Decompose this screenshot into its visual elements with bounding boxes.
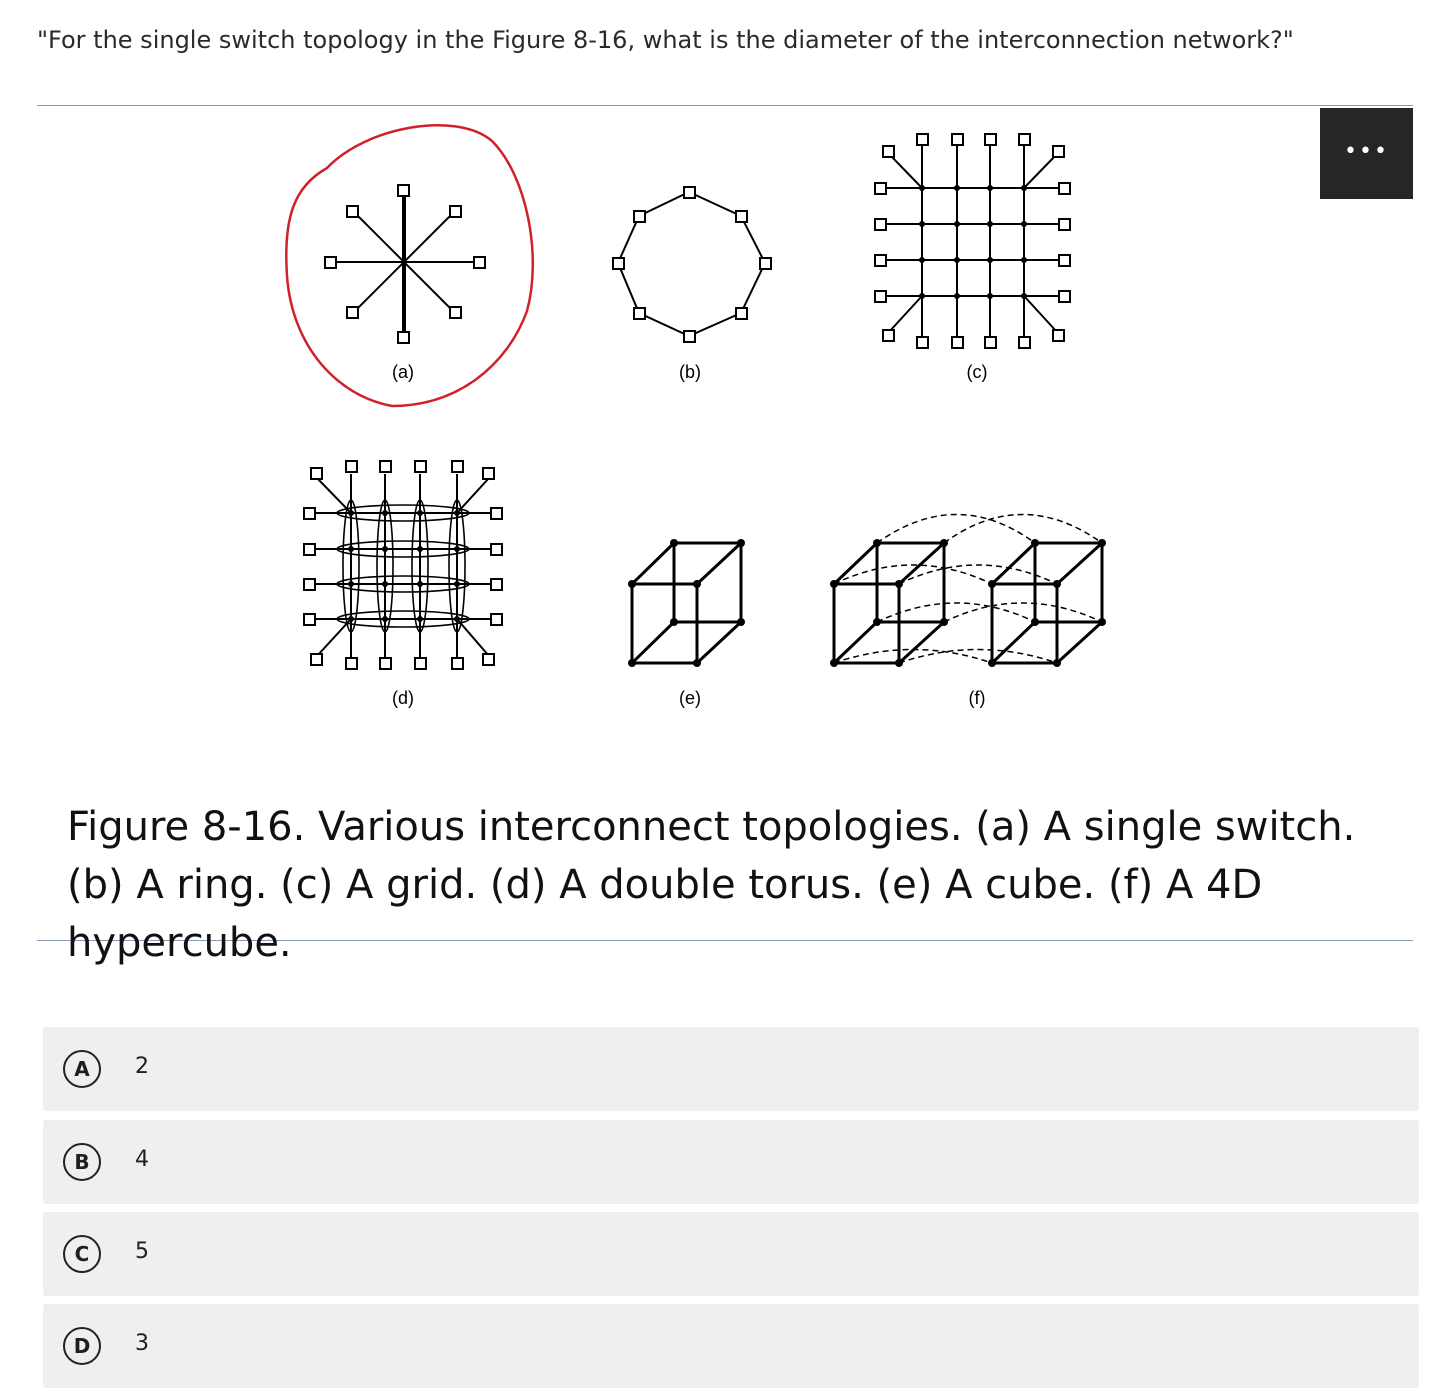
- topology-ring: [613, 187, 771, 342]
- label-e: (e): [679, 688, 701, 708]
- topology-single-switch: [325, 185, 485, 343]
- choice-b[interactable]: [43, 1120, 1419, 1204]
- choice-value-c: 5: [135, 1239, 149, 1264]
- choice-letter-a: A: [63, 1050, 101, 1088]
- choice-value-d: 3: [135, 1331, 149, 1356]
- choice-letter-c: C: [63, 1235, 101, 1273]
- choice-c[interactable]: [43, 1212, 1419, 1296]
- topology-hypercube: [830, 515, 1106, 668]
- choice-letter-b: B: [63, 1143, 101, 1181]
- figure-caption: Figure 8-16. Various interconnect topologies. (a) A single switch. (b) A ring. (c) A grid. (d) A double torus. (e) A cube. (f) A 4D hypercube.: [67, 804, 1356, 966]
- label-d: (d): [392, 688, 414, 708]
- figure-card: [37, 105, 1413, 966]
- choice-value-b: 4: [135, 1147, 149, 1172]
- topology-cube: [628, 539, 745, 667]
- choice-value-a: 2: [135, 1054, 149, 1079]
- label-a: (a): [392, 362, 414, 382]
- label-b: (b): [679, 362, 701, 382]
- label-f: (f): [968, 688, 986, 708]
- choice-a[interactable]: [43, 1027, 1419, 1111]
- more-options-button[interactable]: [1320, 108, 1413, 199]
- choice-letter-d: D: [63, 1327, 101, 1365]
- choice-d[interactable]: [43, 1304, 1419, 1388]
- more-dots-icon: •••: [1344, 139, 1389, 164]
- topology-grid: [875, 134, 1070, 348]
- topology-double-torus: [304, 461, 502, 669]
- question-text: "For the single switch topology in the Figure 8-16, what is the diameter of the interconnection network?": [37, 26, 1294, 54]
- label-c: (c): [966, 362, 988, 382]
